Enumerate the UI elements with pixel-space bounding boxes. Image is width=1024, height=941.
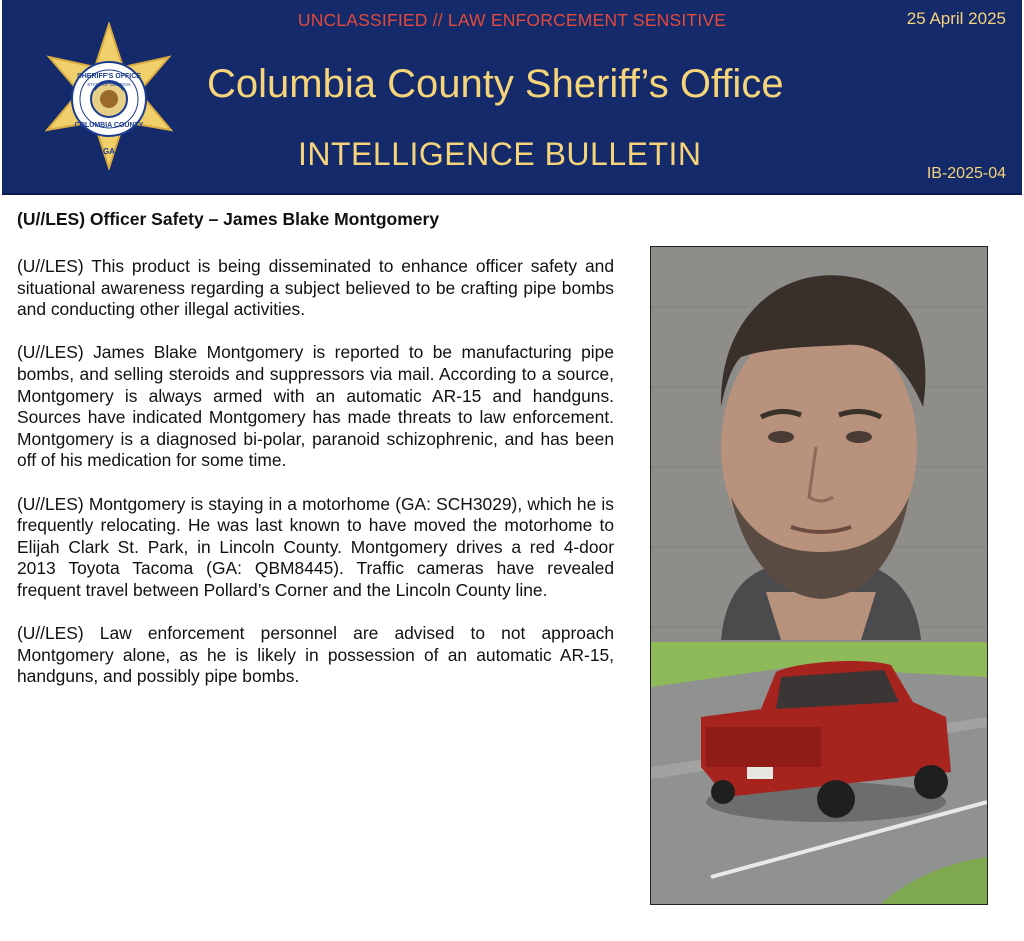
paragraph-advisory: (U//LES) Law enforcement personnel are advised to not approach Montgomery alone, as he is likely in possession of an automatic AR-15, handguns, and possibly pipe bombs. [17,623,614,687]
paragraph-location-vehicle: (U//LES) Montgomery is staying in a motorhome (GA: SCH3029), which he is frequently relocating. He was last known to have moved the motorhome to Elijah Clark St. Park, in Lincoln County. Montgomery drives a red 4-door 2013 Toyota Tacoma (GA: QBM8445). Traffic cameras have revealed frequent travel between Pollard’s Corner and the Lincoln County line. [17,493,614,600]
header-banner [2,0,1022,195]
classification-marking: UNCLASSIFIED // LAW ENFORCEMENT SENSITIVE [297,10,727,30]
vehicle-photo [651,642,987,904]
document-title: (U//LES) Officer Safety – James Blake Montgomery [17,209,440,229]
seal-state: GA [103,147,115,156]
paragraph-subject-activity: (U//LES) James Blake Montgomery is reported to be manufacturing pipe bombs, and selling steroids and suppressors via mail. According to a source, Montgomery is always armed with an automatic AR-15 and handguns. Sources have indicated Montgomery has made threats to law enforcement. Montgomery is a diagnosed bi-polar, paranoid schizophrenic, and has been off of his medication for some time. [17,342,614,471]
bulletin-number: IB-2025-04 [926,165,1006,182]
seal-inner-text: STATE OF GEORGIA [87,82,131,87]
seal-ring-top: SHERIFF'S OFFICE [77,73,141,80]
subject-photo-panel [650,246,988,905]
bulletin-title: INTELLIGENCE BULLETIN [298,136,702,172]
org-title: Columbia County Sheriff’s Office [207,62,784,106]
seal-ring-bottom: COLUMBIA COUNTY [74,122,144,129]
photo-composite [651,247,987,904]
sheriff-star-seal-icon [34,22,184,170]
bulletin-date: 25 April 2025 [906,9,1006,28]
document-body [17,256,614,709]
booking-photo [651,247,987,640]
paragraph-purpose: (U//LES) This product is being disseminated to enhance officer safety and situational awareness regarding a subject believed to be crafting pipe bombs and conducting other illegal activities. [17,256,614,320]
